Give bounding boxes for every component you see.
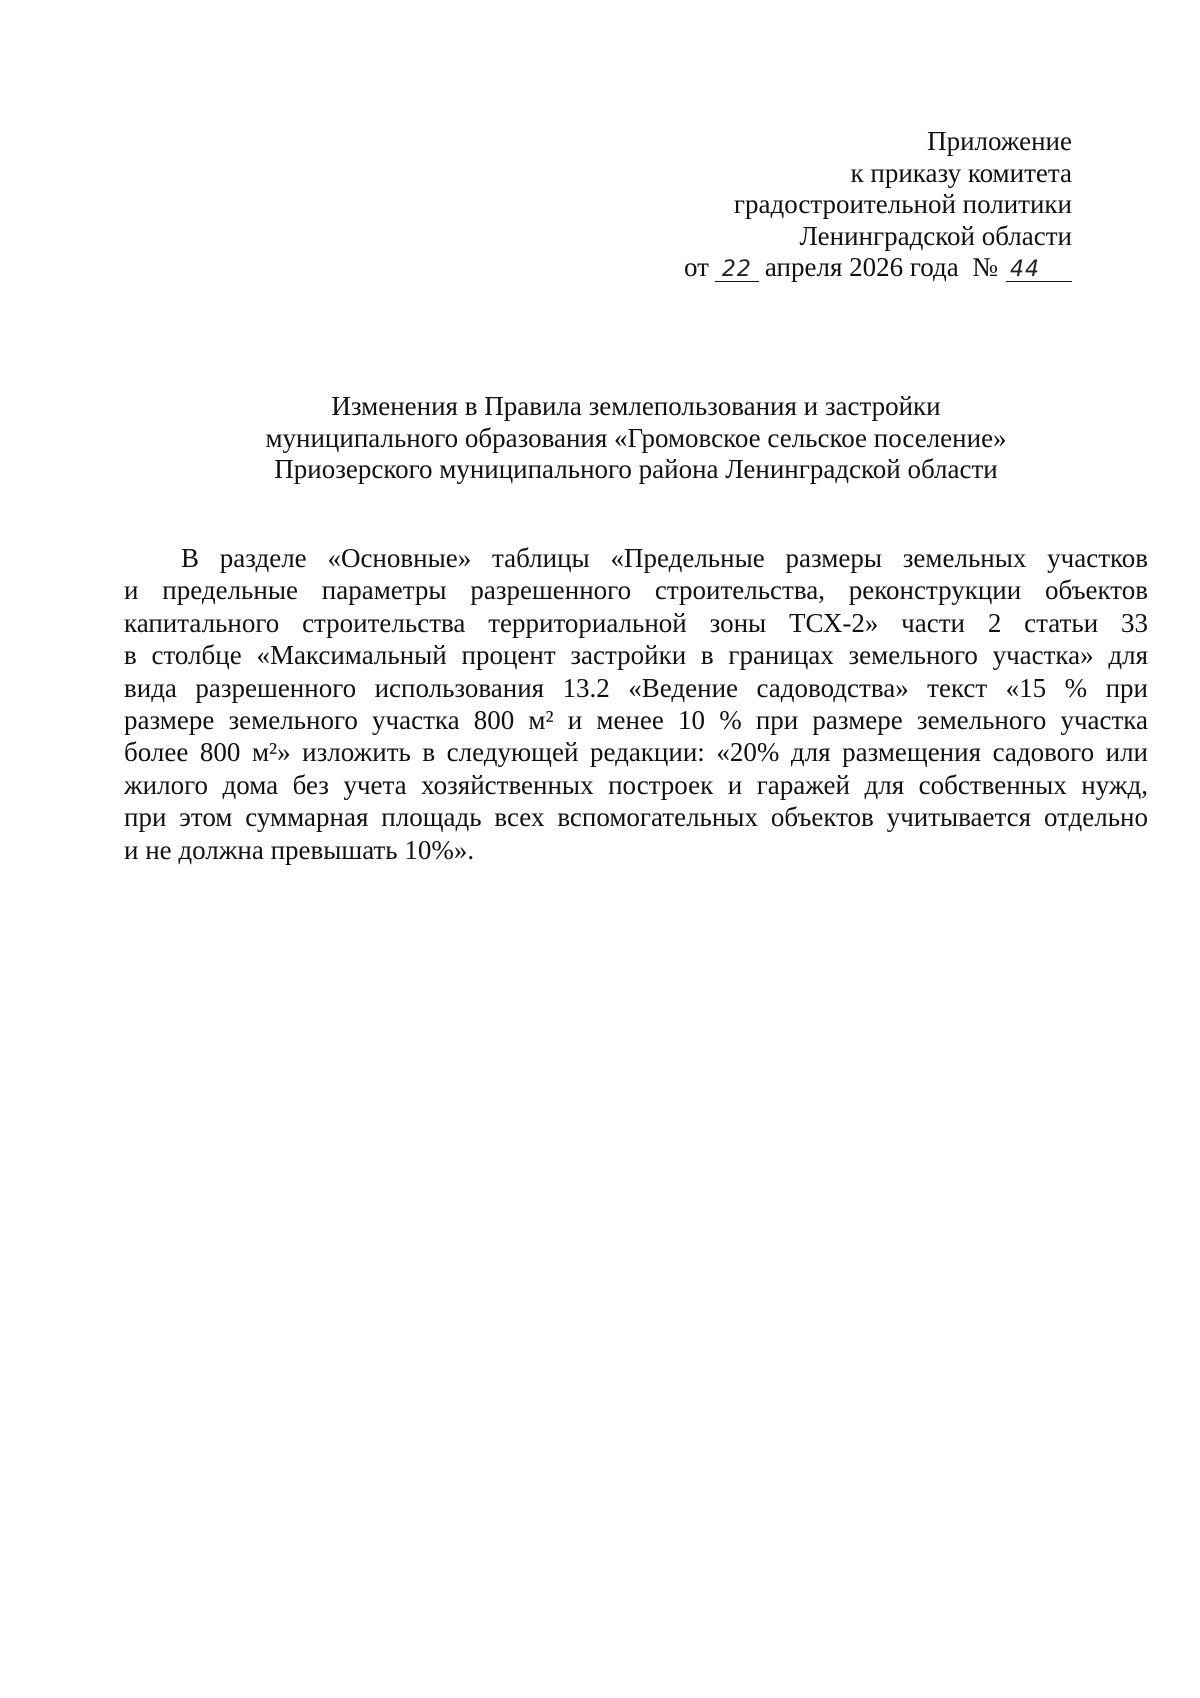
paragraph-line: и предельные параметры разрешенного строительства, реконструкции объектов — [124, 575, 1148, 606]
handwritten-day: 22 — [715, 259, 759, 282]
header-line-appendix: Приложение — [927, 126, 1072, 156]
paragraph-line: В разделе «Основные» таблицы «Предельные размеры земельных участков — [181, 543, 1148, 573]
paragraph-line: и не должна превышать 10%». — [124, 834, 475, 865]
paragraph-line: капитального строительства территориальной зоны ТСХ-2» части 2 статьи 33 — [124, 607, 1148, 638]
order-date-number-line — [472, 252, 1072, 284]
title-line-2: муниципального образования «Громовское сельское поселение» — [265, 422, 1007, 453]
header-line-region: Ленинградской области — [799, 220, 1072, 251]
paragraph-line: размере земельного участка 800 м² и менее 10 % при размере земельного участка — [124, 704, 1148, 735]
order-prefix: от — [683, 252, 709, 282]
paragraph-line: более 800 м²» изложить в следующей редакции: «20% для размещения садового или — [124, 737, 1148, 768]
paragraph-line: жилого дома без учета хозяйственных построек и гаражей для собственных нужд, — [124, 769, 1148, 800]
title-line-3: Приозерского муниципального района Ленинградской области — [274, 454, 998, 484]
handwritten-number: 44 — [1006, 259, 1072, 282]
header-line-committee: градостроительной политики — [733, 189, 1072, 219]
title-line-1: Изменения в Правила землепользования и застройки — [331, 391, 941, 421]
amendment-paragraph — [124, 542, 1148, 866]
paragraph-line: при этом суммарная площадь всех вспомогательных объектов учитывается отдельно — [124, 802, 1148, 833]
order-month-year: апреля 2026 года — [764, 252, 959, 282]
document-title — [120, 391, 1152, 486]
paragraph-line: в столбце «Максимальный процент застройки в границах земельного участка» для — [124, 640, 1148, 671]
paragraph-line: вида разрешенного использования 13.2 «Ведение садоводства» текст «15 % при — [124, 672, 1148, 703]
number-sign: № — [972, 252, 998, 282]
header-line-order-ref: к приказу комитета — [850, 157, 1072, 188]
appendix-header — [472, 126, 1072, 284]
